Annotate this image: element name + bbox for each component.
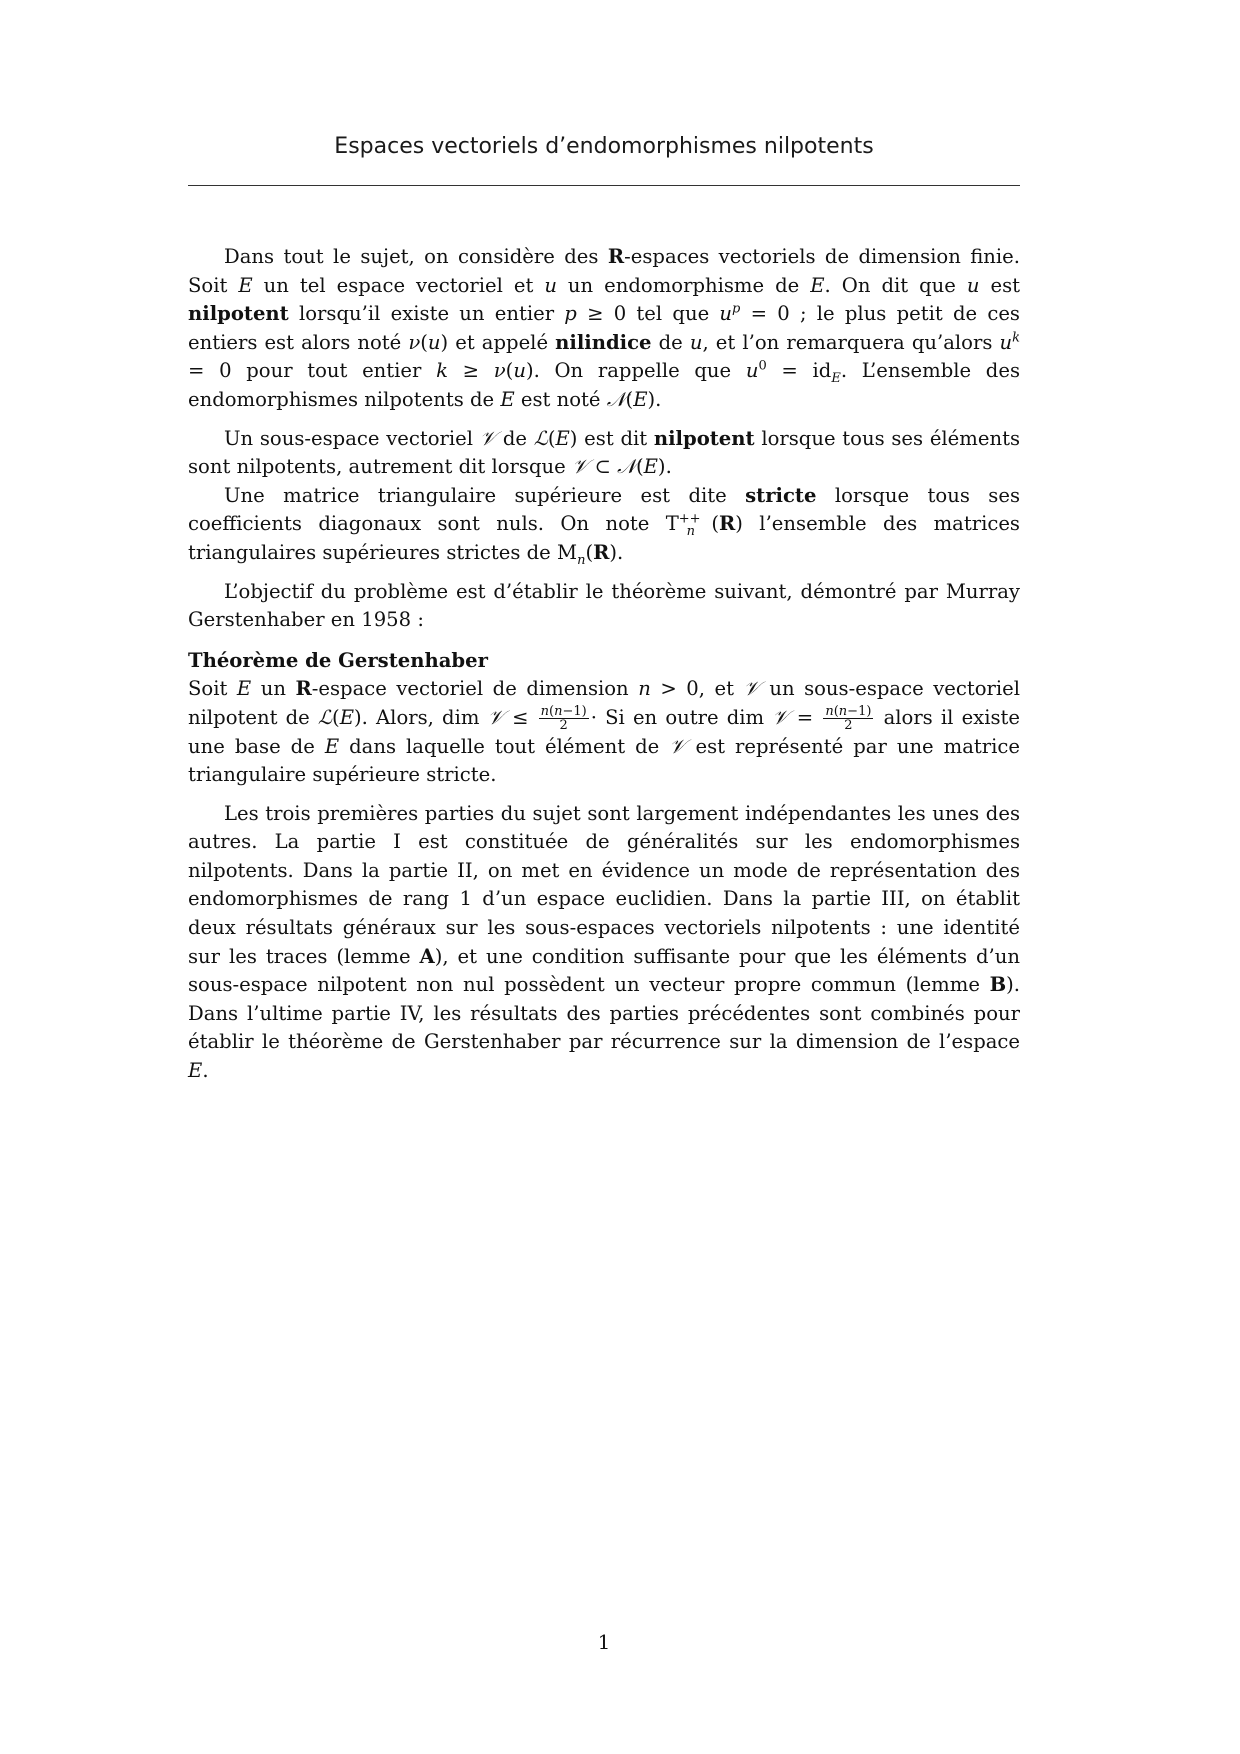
page-number: 1 [597,1630,611,1654]
paragraph-strict-triangular: Une matrice triangulaire supérieure est dite stricte lorsque tous ses coefficients diagonaux sont nuls. On note $T^{++}_n$ (R) l’ensemble des matrices triangulaires supérieures strictes de $M_n(R)$. [188,483,1020,568]
running-header: Espaces vectoriels d’endomorphismes nilpotents [334,134,874,159]
theorem-title: Théorème de Gerstenhaber [188,648,488,672]
document-body [188,243,1020,1086]
paragraph-definitions: Dans tout le sujet, on considère des R-espaces vectoriels de dimension finie. Soit E un tel espace vectoriel et u un endomorphisme de E. On dit que u est nilpotent lorsqu’il existe un entier p ≥ 0 tel que $u^p = 0$ ; le plus petit de ces entiers est alors noté ν(u) et appelé nilindice de u, et l’on remarquera qu’alors $u^k = 0$ pour tout entier k ≥ ν(u). On rappelle que $u^0 = id_E$. L’ensemble des endomorphismes nilpotents de E est noté 𝒩(E). [188,245,1020,411]
paragraph-nilpotent-subspace: Un sous-espace vectoriel 𝒱 de ℒ(E) est dit nilpotent lorsque tous ses éléments sont nilpotents, autrement dit lorsque 𝒱 ⊂ 𝒩(E). [188,426,1020,479]
header-rule [188,185,1020,186]
paragraph-plan: Les trois premières parties du sujet sont largement indépendantes les unes des autres. La partie I est constituée de généralités sur les endomorphismes nilpotents. Dans la partie II, on met en évidence un mode de représentation des endomorphismes de rang 1 d’un espace euclidien. Dans la partie III, on établit deux résultats généraux sur les sous-espaces vectoriels nilpotents : une identité sur les traces (lemme A), et une condition suffisante pour que les éléments d’un sous-espace nilpotent non nul possèdent un vecteur propre commun (lemme B). Dans l’ultime partie IV, les résultats des parties précédentes sont combinés pour établir le théorème de Gerstenhaber par récurrence sur la dimension de l’espace E. [188,801,1020,1083]
theorem-statement: Soit E un R-espace vectoriel de dimension n > 0, et 𝒱 un sous-espace vectoriel nilpotent de ℒ(E). Alors, dim 𝒱 ≤ $\frac{n(n-1)}{2}$ · Si en outre dim 𝒱 = $\frac{n(n-1)}{2}$ alors il existe une base de E dans laquelle tout élément de 𝒱 est représenté par une matrice triangulaire supérieure stricte. [188,677,1021,787]
paragraph-objective: L’objectif du problème est d’établir le théorème suivant, démontré par Murray Gerstenhaber en 1958 : [188,579,1020,632]
